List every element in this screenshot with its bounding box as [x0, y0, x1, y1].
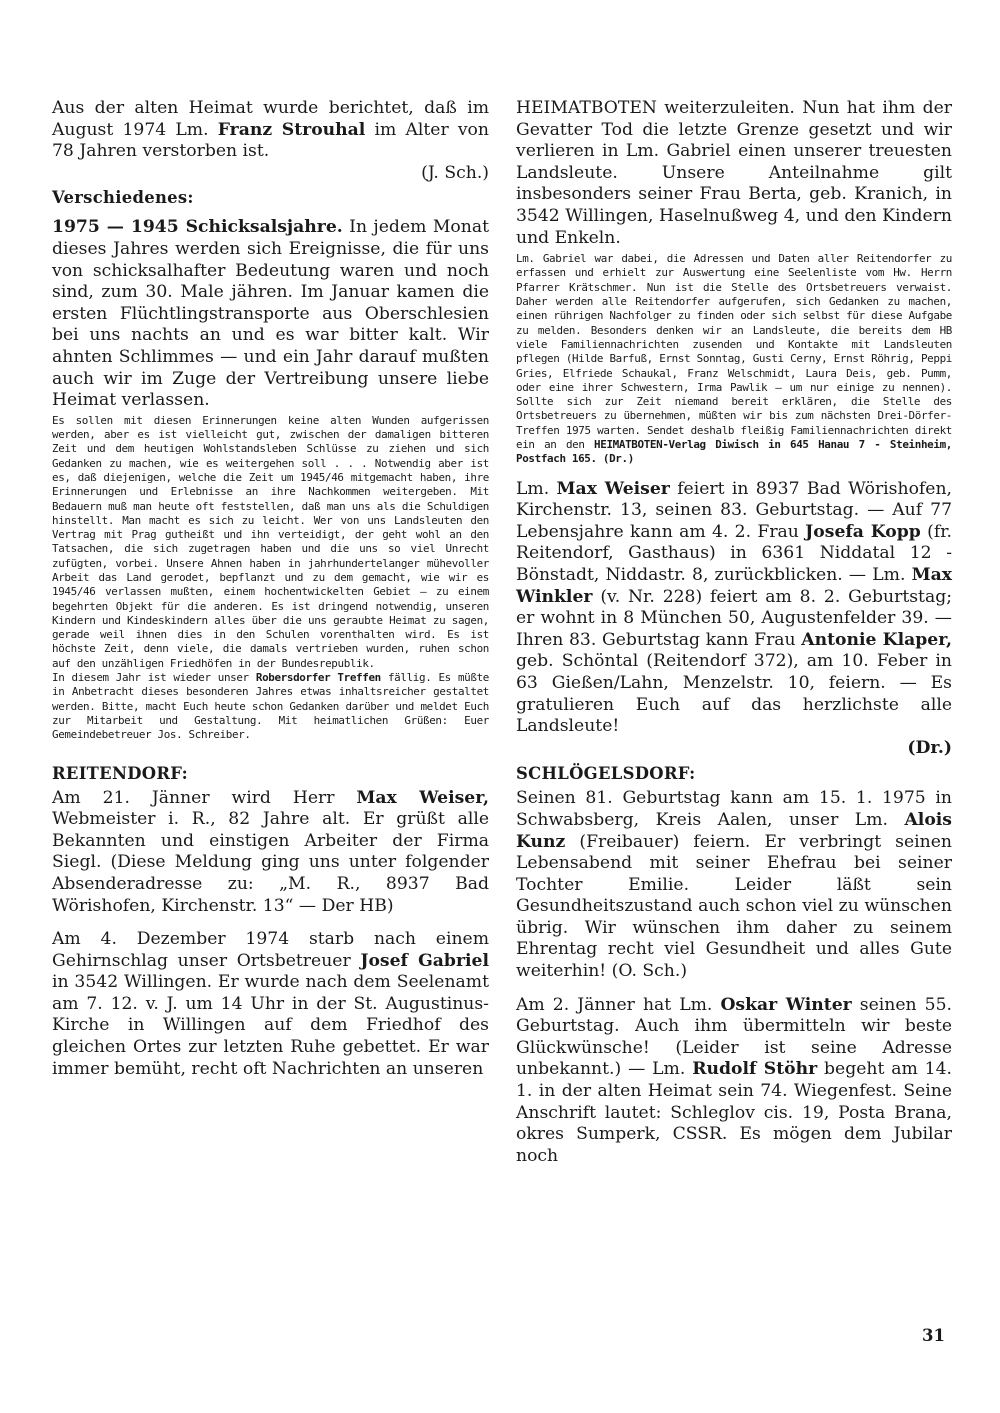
small-print-treffen: In diesem Jahr ist wieder unser Robersdorfer Treffen fällig. Es müßte in Anbetracht dieses besonderen Jahres etwas inhaltsreicher gestaltet werden. Bitte, macht Euch heute schon Gedanken darüber und meldet Euch zur Mitarbeit und Gestaltung. Mit heimatlichen Grüßen: Euer Gemeindebetreuer Jos. Schreiber. — [52, 671, 490, 742]
paragraph-alois-kunz: Seinen 81. Geburtstag kann am 15. 1. 1975 in Schwabsberg, Kreis Aalen, unser Lm. Alois Kunz (Freibauer) feiern. Er verbringt seinen Lebensabend mit seiner Ehefrau bei seiner Tochter Emilie. Leider läßt sein Gesundheitszustand auch schon viel zu wünschen übrig. Wir wünschen ihm daher zu seinem Ehrentag recht viel Gesundheit und alles Gute weiterhin! (O. Sch.) — [516, 788, 952, 982]
name-max-winkler: Max Winkler — [516, 564, 952, 607]
paragraph-max-weiser: Am 21. Jänner wird Herr Max Weiser, Webmeister i. R., 82 Jahre alt. Er grüßt alle Bekannten und einstigen Arbeiter der Firma Siegl. (Diese Meldung ging uns unter folgender Absenderadresse zu: „M. R., 8937 Bad Wörishofen, Kirchenstr. 13“ — Der HB) — [52, 787, 489, 916]
paragraph-schicksalsjahre: 1975 — 1945 Schicksalsjahre. In jedem Monat dieses Jahres werden sich Ereignisse, die für uns von schicksalhafter Bedeutung waren und noch sind, zum 30. Male jähren. Im Januar kamen die ersten Flüchtlingstransporte aus Oberschlesien bei uns nachts an und es war bitter kalt. Wir ahnten Schlimmes — und ein Jahr darauf mußten auch wir im Zuge der Vertreibung unsere liebe Heimat verlassen. — [52, 217, 489, 411]
paragraph-josef-gabriel: Am 4. Dezember 1974 starb nach einem Gehirnschlag unser Ortsbetreuer Josef Gabriel in 3542 Willingen. Er wurde nach dem Seelenamt am 7. 12. v. J. um 14 Uhr in der St. Augustinus-Kirche in Willingen auf dem Friedhof des gleichen Ortes zur letzten Ruhe gebettet. Er war immer bemüht, recht oft Nachrichten an unseren — [52, 929, 489, 1079]
small-print-gabriel: Lm. Gabriel war dabei, die Adressen und Daten aller Reitendorfer zu erfassen und erhielt zur Auswertung eine Seelenliste vom Hw. Herrn Pfarrer Krätschmer. Nun ist die Stelle des Ortsbetreuers verwaist. Daher werden alle Reitendorfer aufgerufen, sich Gedanken zu machen, einen rührigen Nachfolger zu finden oder sich selbst für diese Aufgabe zu melden. Besonders denken wir an Landsleute, die bereits dem HB viele Familiennachrichten zusenden und Kontakte mit Landsleuten pflegen (Hilde Barfuß, Ernst Sonntag, Gusti Cerny, Ernst Röhrig, Peppi Gries, Elfriede Schaukal, Franz Welschmidt, Laura Deis, geb. Pumm, oder eine ihrer Schwestern, Irma Pawlik — um nur einige zu nennen). Sollte sich zur Zeit niemand bereit erklären, die Stelle des Ortsbetreuers zu übernehmen, müßten wir bis zum nächsten Drei-Dörfer-Treffen 1975 warten. Sendet deshalb fleißig Familiennachrichten direkt ein an den HEIMATBOTEN-Verlag Diwisch in 645 Hanau 7 - Steinheim, Postfach 165. (Dr.) — [516, 252, 952, 466]
headline-schicksalsjahre: 1975 — 1945 Schicksalsjahre. — [52, 217, 343, 238]
signature-dr: (Dr.) — [907, 737, 952, 758]
name-max-weiser-2: Max Weiser — [556, 478, 670, 499]
heading-reitendorf: REITENDORF: — [52, 763, 188, 783]
name-antonie-klaper: Antonie Klaper, — [801, 629, 952, 650]
name-oskar-winter: Oskar Winter — [720, 994, 852, 1015]
paragraph-strouhal: Aus der alten Heimat wurde berichtet, daß im August 1974 Lm. Franz Strouhal im Alter von 78 Jahren verstorben ist. — [52, 98, 489, 162]
name-franz-strouhal: Franz Strouhal — [217, 119, 366, 140]
paragraph-birthdays-reitendorf: Lm. Max Weiser feiert in 8937 Bad Wörishofen, Kirchenstr. 13, seinen 83. Geburtstag. — Auf 77 Lebensjahre kann am 4. 2. Frau Josefa Kopp (fr. Reitendorf, Gasthaus) in 6361 Niddatal 12 - Bönstadt, Niddastr. 8, zurückblicken. — Lm. Max Winkler (v. Nr. 228) feiert am 8. 2. Geburtstag; er wohnt in 8 München 50, Augustenfelder 39. — Ihren 83. Geburtstag kann Frau Antonie Klaper, geb. Schöntal (Reitendorf 372), am 10. Feber in 63 Gießen/Lahn, Menzelstr. 10, feiern. — Es gratulieren Euch auf das herzlichste alle Landsleute! — [516, 478, 952, 737]
name-rudolf-stoehr: Rudolf Stöhr — [692, 1059, 818, 1080]
heading-schloegelsdorf: SCHLÖGELSDORF: — [516, 764, 696, 784]
name-max-weiser: Max Weiser, — [356, 787, 489, 808]
page-number: 31 — [922, 1326, 945, 1345]
paragraph-heimatboten: HEIMATBOTEN weiterzuleiten. Nun hat ihm der Gevatter Tod die letzte Grenze gesetzt und wir verlieren in Lm. Gabriel einen unserer treuesten Landsleute. Unsere Anteilnahme gilt insbesonders seiner Frau Berta, geb. Kranich, in 3542 Willingen, Haselnußweg 4, und den Kindern und Enkeln. — [516, 98, 952, 248]
paragraph-oskar-winter: Am 2. Jänner hat Lm. Oskar Winter seinen 55. Geburtstag. Auch ihm übermitteln wir beste Glückwünsche! (Leider ist seine Adresse unbekannt.) — Lm. Rudolf Stöhr begeht am 14. 1. in der alten Heimat sein 74. Wiegenfest. Seine Anschrift lautet: Schleglov cis. 19, Posta Brana, okres Sumperk, CSSR. Es mögen dem Jubilar noch — [516, 994, 952, 1166]
signature-j-sch: (J. Sch.) — [421, 162, 489, 183]
name-josefa-kopp: Josefa Kopp — [805, 521, 921, 542]
heading-verschiedenes: Verschiedenes: — [52, 188, 194, 208]
publisher-address: HEIMATBOTEN-Verlag Diwisch in 645 Hanau 7 - Steinheim, Postfach 165. (Dr.) — [516, 438, 952, 466]
name-alois-kunz: Alois Kunz — [516, 809, 952, 852]
right-column — [516, 98, 952, 1167]
name-josef-gabriel: Josef Gabriel — [360, 950, 489, 971]
small-print-erinnerungen: Es sollen mit diesen Erinnerungen keine alten Wunden aufgerissen werden, aber es ist vielleicht gut, zwischen der damaligen bitteren Zeit und dem heutigen Wohlstandsleben Schlüsse zu ziehen und sich Gedanken zu machen, wie es weitergehen soll . . . Notwendig aber ist es, daß diejenigen, welche die Zeit um 1945/46 mitgemacht haben, ihre Erinnerungen und Erlebnisse an ihre Nachkommen weitergeben. Mit Bedauern muß man heute oft feststellen, daß man uns als die Schuldigen hinstellt. Man macht es sich zu leicht. Wer von uns Landsleuten den Vertrag mit Prag gutheißt und ihn verteidigt, der geht wohl an den Tatsachen, die sich zugetragen haben und die uns so viel Unrecht zufügten, vorbei. Unsere Ahnen haben in jahrhundertelanger mühevoller Arbeit das Land gerodet, bepflanzt und zu dem gemacht, wie wir es 1945/46 verlassen mußten, einem hochentwickelten Gebiet — zu einem begehrten Objekt für die anderen. Es ist dringend notwendig, unseren Kindern und Kindeskindern alles über die uns geraubte Heimat zu sagen, gerade weil ihnen dies in den Schulen vorenthalten wird. Es ist höchste Zeit, denn viele, die damals vertrieben wurden, ruhen schon auf den unzähligen Friedhöfen in der Bundesrepublik. — [52, 413, 489, 670]
name-robersdorfer-treffen: Robersdorfer Treffen — [255, 671, 381, 685]
left-column — [52, 98, 489, 1080]
